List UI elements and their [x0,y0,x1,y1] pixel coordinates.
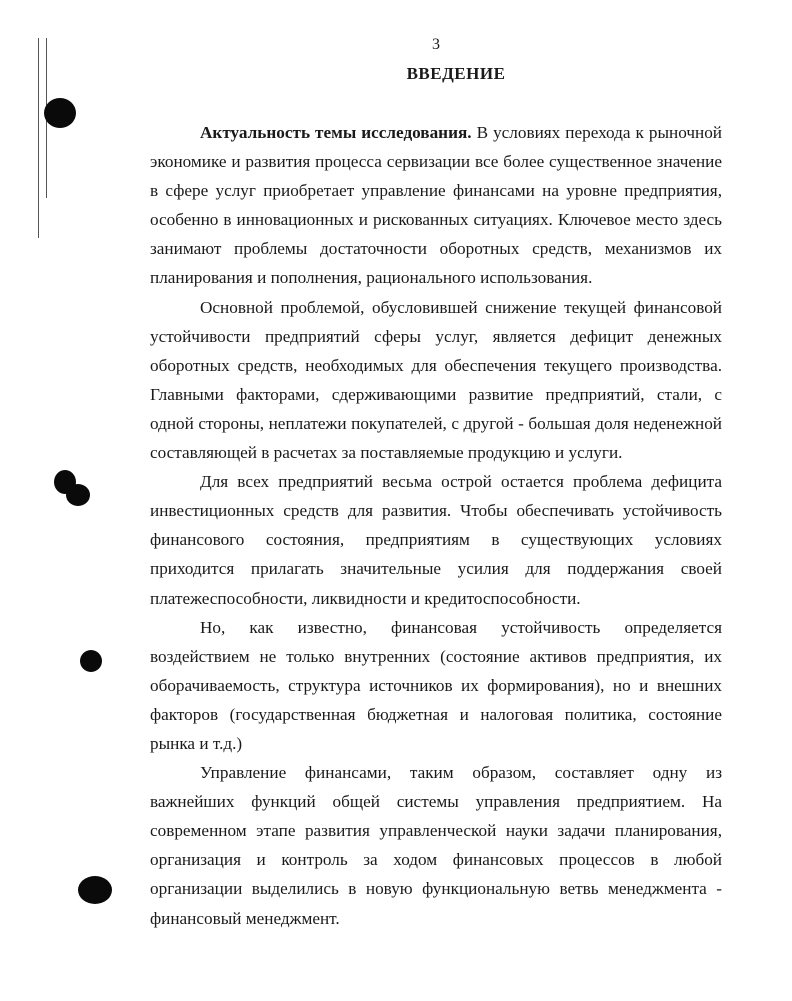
paragraph-2 [150,293,722,468]
paragraph-5 [150,758,722,933]
paragraph-line: оборотных средств, необходимых для обеспечения текущего производства. [150,355,722,375]
paragraph-line: современном этапе развития управленческой науки задачи планирования, [150,821,722,841]
paragraph-line: планирования и пополнения, рационального использования. [150,268,593,288]
paragraph-line: важнейших функций общей системы управления предприятием. На [150,792,722,812]
paragraph-line: воздействием не только внутренних (состояние активов предприятия, их [150,646,722,666]
paragraph-line: организация и контроль за ходом финансовых процессов в любой [150,850,722,870]
paragraph-line: занимают проблемы достаточности оборотных средств, механизмов их [150,239,722,259]
paragraph-1 [150,118,722,293]
paragraph-line: Но, как известно, финансовая устойчивость определяется [200,617,722,637]
paragraph-line: Управление финансами, таким образом, составляет одну из [200,763,722,783]
paragraph-3 [150,467,722,612]
punch-hole-1 [44,98,76,128]
paragraph-line: одной стороны, неплатежи покупателей, с другой - большая доля неденежной [150,413,722,433]
paragraph-line: инвестиционных средств для развития. Чтобы обеспечивать устойчивость [150,501,722,521]
punch-hole-4 [80,650,102,672]
paragraph-line: факторов (государственная бюджетная и налоговая политика, состояние [150,704,722,724]
paragraph-line: финансового состояния, предприятиям в существующих условиях [150,530,722,550]
paragraph-line: приходится прилагать значительные усилия для поддержания своей [150,559,722,579]
paragraph-line: Главными факторами, сдерживающими развитие предприятий, стали, с [150,384,722,404]
paragraph-line: Для всех предприятий весьма острой остается проблема дефицита [200,472,722,492]
paragraph-line: рынка и т.д.) [150,733,243,753]
body-text [150,118,722,933]
paragraph-line: экономике и развития процесса сервизации все более существенное значение [150,152,722,172]
paragraph-line: финансовый менеджмент. [150,908,340,928]
lead-phrase: Актуальность темы исследования. [200,123,472,142]
punch-hole-5 [78,876,112,904]
paragraph-line: организации выделились в новую функциональную ветвь менеджмента - [150,879,722,899]
paragraph-line: оборачиваемость, структура источников их формирования), но и внешних [150,675,722,695]
punch-hole-3 [66,484,90,506]
page-number: 3 [432,36,440,53]
paragraph-line: особенно в инновационных и рискованных ситуациях. Ключевое место здесь [150,210,722,230]
paragraph-4 [150,613,722,758]
paragraph-line: устойчивости предприятий сферы услуг, является дефицит денежных [150,326,722,346]
paragraph-line: Актуальность темы исследования. В условиях перехода к рыночной [200,123,723,142]
paragraph-line: платежеспособности, ликвидности и кредитоспособности. [150,588,581,608]
paragraph-line: Основной проблемой, обусловившей снижение текущей финансовой [200,297,722,317]
paragraph-line: в сфере услуг приобретает управление финансами на уровне предприятия, [150,181,722,201]
section-title: ВВЕДЕНИЕ [406,64,506,83]
paragraph-line: составляющей в расчетах за поставляемые продукцию и услуги. [150,443,623,463]
